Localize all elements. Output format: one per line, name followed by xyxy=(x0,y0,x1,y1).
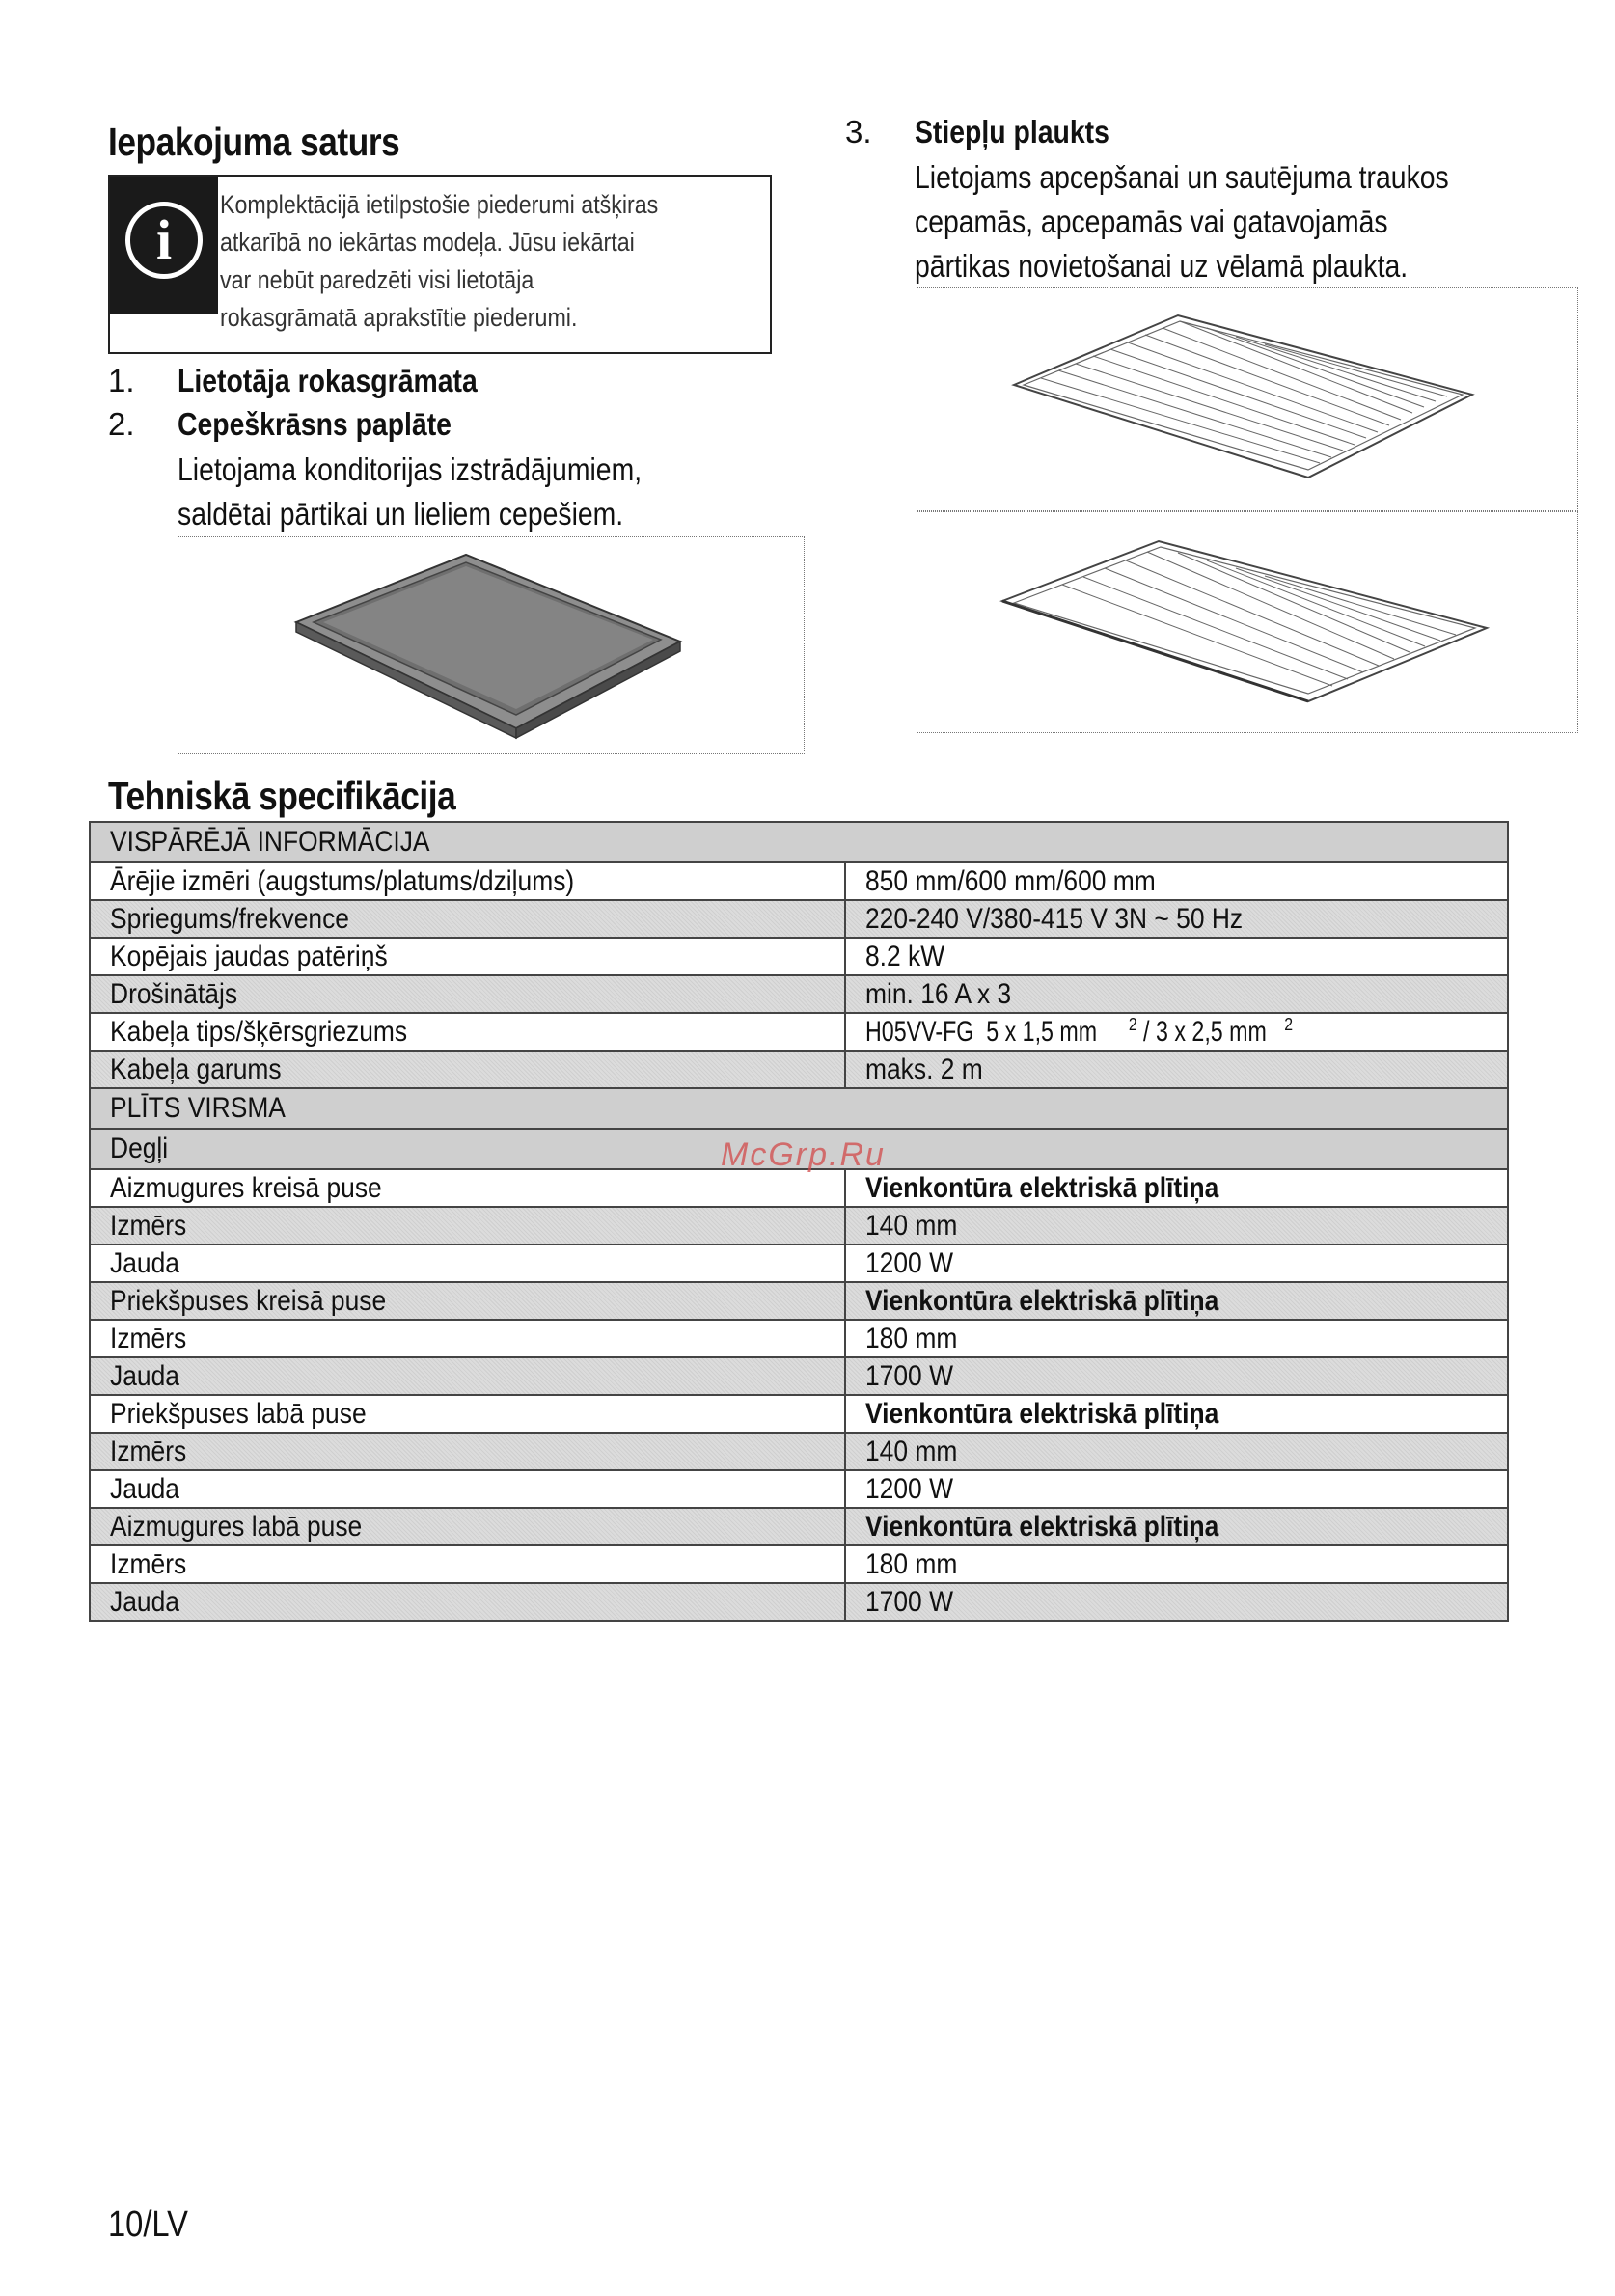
table-row xyxy=(90,862,1508,900)
table-row xyxy=(90,1470,1508,1508)
row-value xyxy=(865,1015,1293,1049)
row-value: 1200 W xyxy=(864,1472,953,1505)
table-row xyxy=(90,1433,1508,1470)
desc-line: saldētai pārtikai un lieliem cepešiem. xyxy=(178,496,624,532)
superscript: 2 xyxy=(1284,1015,1293,1034)
subsection-title: Degļi xyxy=(110,1133,169,1164)
technical-spec-heading: Tehniskā specifikācija xyxy=(108,774,456,818)
table-row xyxy=(90,975,1508,1013)
row-value: 1700 W xyxy=(864,1585,953,1618)
row-value: min. 16 A x 3 xyxy=(864,977,1012,1010)
superscript: 2 xyxy=(1128,1015,1137,1034)
row-value: 850 mm/600 mm/600 mm xyxy=(864,864,1156,897)
row-value: 180 mm xyxy=(864,1547,958,1580)
info-icon: i xyxy=(110,177,218,314)
package-contents-heading: Iepakojuma saturs xyxy=(108,120,400,164)
table-row xyxy=(90,1357,1508,1395)
row-label: Priekšpuses kreisā puse xyxy=(110,1284,387,1317)
row-label: Aizmugures kreisā puse xyxy=(110,1171,382,1204)
row-label: Jauda xyxy=(110,1472,179,1505)
row-label: Ārējie izmēri (augstums/platums/dziļums) xyxy=(110,864,575,897)
table-row xyxy=(90,1169,1508,1207)
table-row xyxy=(90,1320,1508,1357)
row-label: Jauda xyxy=(110,1246,179,1279)
row-value: 1700 W xyxy=(864,1359,953,1392)
row-label: Jauda xyxy=(110,1359,179,1392)
page-number xyxy=(108,2204,201,2246)
row-value: 140 mm xyxy=(864,1435,958,1467)
row-value: Vienkontūra elektriskā plītiņa xyxy=(864,1171,1219,1204)
row-value: Vienkontūra elektriskā plītiņa xyxy=(864,1284,1219,1317)
info-note-text xyxy=(220,186,734,337)
desc-line: Lietojams apcepšanai un sautējuma traukos xyxy=(915,159,1449,195)
table-row xyxy=(90,1545,1508,1583)
desc-line: pārtikas novietošanai uz vēlamā plaukta. xyxy=(915,248,1409,284)
row-label: Izmērs xyxy=(110,1435,187,1467)
row-value: 220-240 V/380-415 V 3N ~ 50 Hz xyxy=(864,902,1243,935)
wire-shelf-image-top xyxy=(917,287,1578,511)
watermark: McGrp.Ru xyxy=(721,1136,886,1173)
desc-line: Lietojama konditorijas izstrādājumiem, xyxy=(178,451,643,487)
table-row xyxy=(90,1244,1508,1282)
table-row xyxy=(90,1395,1508,1433)
table-row xyxy=(90,1508,1508,1545)
row-label: Spriegums/frekvence xyxy=(110,902,349,935)
table-row xyxy=(90,1282,1508,1320)
row-label: Priekšpuses labā puse xyxy=(110,1397,367,1430)
table-section-header xyxy=(90,822,1508,862)
table-row xyxy=(90,938,1508,975)
row-label: Kabeļa tips/šķērsgriezums xyxy=(110,1015,408,1048)
row-value: 8.2 kW xyxy=(864,940,945,972)
table-row xyxy=(90,900,1508,938)
cable-value-a: H05VV-FG 5 x 1,5 mm xyxy=(864,1016,1097,1048)
row-label: Izmērs xyxy=(110,1209,187,1242)
list-number: 1. xyxy=(108,363,135,398)
spec-table xyxy=(89,821,1509,1622)
desc-line: cepamās, apcepamās vai gatavojamās xyxy=(915,204,1388,239)
info-line: var nebūt paredzēti visi lietotāja xyxy=(220,265,534,294)
list-title: Cepeškrāsns paplāte xyxy=(178,406,452,442)
row-value: 1200 W xyxy=(864,1246,953,1279)
row-label: Aizmugures labā puse xyxy=(110,1510,363,1543)
info-line: Komplektācijā ietilpstošie piederumi atšķiras xyxy=(220,190,659,219)
wire-shelf-image-bottom xyxy=(917,511,1578,733)
wire-shelf-description xyxy=(915,155,1449,288)
list-number: 3. xyxy=(845,114,872,150)
section-title: PLĪTS VIRSMA xyxy=(110,1092,286,1124)
info-note-box xyxy=(108,175,772,354)
info-line: atkarībā no iekārtas modeļa. Jūsu iekārtai xyxy=(220,228,635,257)
row-label: Izmērs xyxy=(110,1322,187,1354)
list-title: Stiepļu plaukts xyxy=(915,114,1109,150)
table-row xyxy=(90,1583,1508,1621)
cable-value-b: / 3 x 2,5 mm xyxy=(1136,1016,1267,1048)
table-row xyxy=(90,1207,1508,1244)
baking-tray-image xyxy=(178,536,805,754)
section-title: VISPĀRĒJĀ INFORMĀCIJA xyxy=(110,826,430,858)
row-label: Kopējais jaudas patēriņš xyxy=(110,940,388,972)
row-label: Drošinātājs xyxy=(110,977,238,1010)
list-number: 2. xyxy=(108,406,135,442)
row-label: Kabeļa garums xyxy=(110,1052,282,1085)
row-label: Izmērs xyxy=(110,1547,187,1580)
table-row xyxy=(90,1013,1508,1051)
list-title: Lietotāja rokasgrāmata xyxy=(178,363,478,398)
row-value: Vienkontūra elektriskā plītiņa xyxy=(864,1397,1219,1430)
row-value: maks. 2 m xyxy=(864,1052,983,1085)
row-value: Vienkontūra elektriskā plītiņa xyxy=(864,1510,1219,1543)
row-label: Jauda xyxy=(110,1585,179,1618)
info-line: rokasgrāmatā aprakstītie piederumi. xyxy=(220,303,578,332)
page-number-text: 10/LV xyxy=(108,2204,188,2245)
table-section-header xyxy=(90,1088,1508,1129)
row-value: 180 mm xyxy=(864,1322,958,1354)
table-row xyxy=(90,1051,1508,1088)
baking-tray-description xyxy=(178,448,642,536)
row-value: 140 mm xyxy=(864,1209,958,1242)
